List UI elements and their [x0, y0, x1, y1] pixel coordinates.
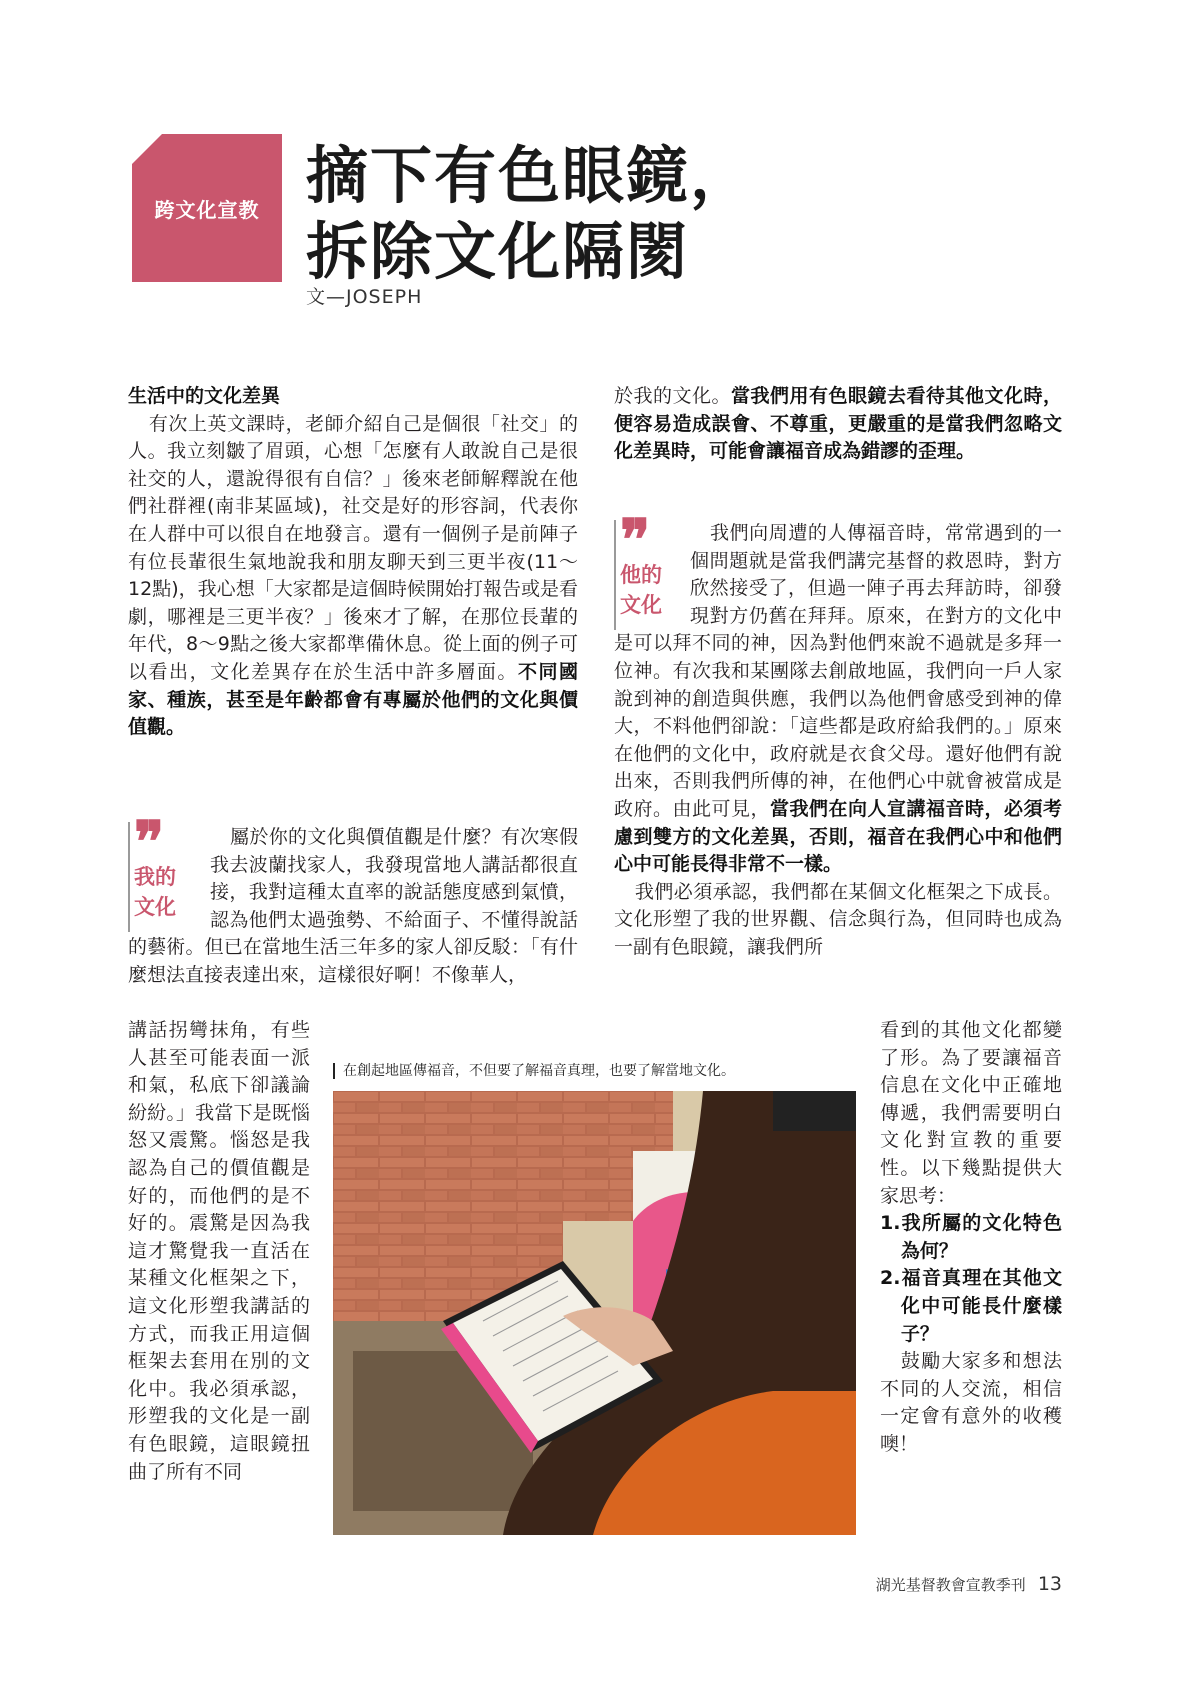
- page-number: 13: [1037, 1573, 1062, 1595]
- paragraph: [614, 507, 1062, 879]
- emphasis-text: 不同國家、種族，甚至是年齡都會有專屬於他們的文化與價值觀。: [128, 660, 578, 739]
- article-title: [306, 138, 754, 290]
- paragraph-text: 有次上英文課時，老師介紹自己是個很「社交」的人。我立刻皺了眉頭，心想「怎麼有人敢說自己是很社交的人，還說得很有自信？」後來老師解釋說在他們社群裡(南非某區域)，社交是好的形容詞，代表你在人群中可以很自在地發言。還有一個例子是前陣子有位長輩很生氣地說我和朋友聊天到三更半夜(11～12點)，我心想「大家都是這個時候開始打報告或是看劇，哪裡是三更半夜？」後來才了解，在那位長輩的年代，8～9點之後大家都準備休息。從上面的例子可以看出，文化差異存在於生活中許多層面。: [128, 412, 578, 683]
- float-spacer: [128, 809, 210, 934]
- left-column-narrow: [128, 1017, 310, 1486]
- paragraph-text: 講話拐彎抹角，有些人甚至可能表面一派和氣，私底下卻議論紛紛。」我當下是既惱怒又震驚。惱怒是我認為自己的價值觀是好的，而他們的是不好的。震驚是因為我這才驚覺我一直活在某種文化框架之下，這文化形塑我講話的方式，而我正用這個框架去套用在別的文化中。我必須承認，形塑我的文化是一副有色眼鏡，這眼鏡扭曲了所有不同: [128, 1019, 310, 1483]
- section-heading: 生活中的文化差異: [128, 385, 281, 407]
- badge-corner-cut: [132, 134, 162, 164]
- emphasis-text: 當我們用有色眼鏡去看待其他文化時，便容易造成誤會、不尊重，更嚴重的是當我們忽略文化差異時，可能會讓福音成為錯謬的歪理。: [614, 385, 1062, 463]
- left-column-top: [128, 383, 578, 742]
- right-column-narrow: [880, 1017, 1062, 1459]
- paragraph: [128, 809, 578, 990]
- title-line-2: 拆除文化隔閡: [306, 215, 691, 288]
- title-line-1: 摘下有色眼鏡，: [306, 139, 755, 212]
- paragraph-text: 我們向周遭的人傳福音時，常常遇到的一個問題就是當我們講完基督的救恩時，對方欣然接受了，但過一陣子再去拜訪時，卻發現對方仍舊在拜拜。原來，在對方的文化中是可以拜不同的神，因為對他們來說不過就是多拜一位神。有次我和某團隊去創啟地區，我們向一戶人家說到神的創造與供應，我們以為他們會感受到神的偉大，不料他們卻說：「這些都是政府給我們的。」原來在他們的文化中，政府就是衣食父母。還好他們有說出來，否則我們所傳的神，在他們心中就會被當成是政府。由此可見，: [614, 522, 1062, 820]
- category-label: 跨文化宣教: [154, 197, 260, 222]
- question-item: 1.我所屬的文化特色為何？: [880, 1212, 1062, 1262]
- category-badge: [132, 134, 282, 282]
- emphasis-text: 當我們在向人宣講福音時，必須考慮到雙方的文化差異，否則，福音在我們心中和他們心中可能長得非常不一樣。: [614, 797, 1062, 876]
- paragraph-text: 屬於你的文化與價值觀是什麼？有次寒假我去波蘭找家人，我發現當地人講話都很直接，我對這種太直率的說話態度感到氣憤，認為他們太過強勢、不給面子、不懂得說話的藝術。但已在當地生活三年多的家人卻反駁：「有什麼想法直接表達出來，這樣很好啊！不像華人，: [128, 826, 578, 986]
- paragraph-text: 於我的文化。: [614, 385, 731, 407]
- pull-label-word: 文化: [134, 895, 176, 919]
- paragraph: [128, 411, 578, 742]
- pull-label-word: 文化: [620, 593, 662, 617]
- publication-name: 湖光基督教會宣教季刊: [875, 1576, 1026, 1594]
- left-column-middle: [128, 809, 578, 990]
- right-column-top: [614, 383, 1062, 466]
- pull-label-word: 他的: [620, 563, 662, 587]
- article-photo: [333, 1091, 856, 1535]
- photo-caption: 在創起地區傳福音，不但要了解福音真理，也要了解當地文化。: [333, 1063, 735, 1079]
- quote-mark-icon: ❞: [620, 507, 651, 573]
- byline: 文—JOSEPH: [306, 286, 423, 308]
- paragraph-text: 鼓勵大家多和想法不同的人交流，相信一定會有意外的收穫噢！: [880, 1350, 1062, 1455]
- right-column-middle: [614, 507, 1062, 962]
- quote-mark-icon: ❞: [134, 809, 165, 875]
- page-footer: [876, 1573, 1062, 1595]
- paragraph: [614, 383, 1062, 466]
- paragraph-text: 我們必須承認，我們都在某個文化框架之下成長。文化形塑了我的世界觀、信念與行為，但同時也成為一副有色眼鏡，讓我們所: [614, 880, 1062, 958]
- paragraph-text: 看到的其他文化都變了形。為了要讓福音信息在文化中正確地傳遞，我們需要明白文化對宣教的重要性。以下幾點提供大家思考：: [880, 1019, 1062, 1207]
- question-item: 2.福音真理在其他文化中可能長什麼樣子？: [880, 1267, 1062, 1345]
- pull-label-word: 我的: [134, 865, 176, 889]
- photo-illustration: [333, 1091, 856, 1535]
- float-spacer: [614, 507, 690, 630]
